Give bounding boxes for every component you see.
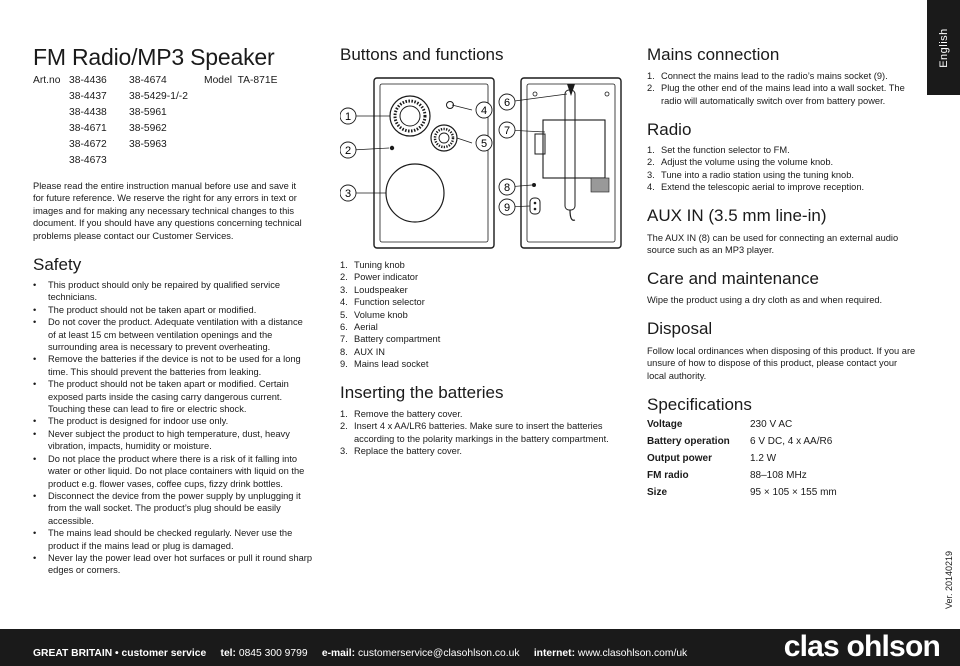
footer-email-label: e-mail: <box>321 648 356 659</box>
specs-table <box>647 416 917 501</box>
spec-value: 1.2 W <box>750 453 777 464</box>
page-title: FM Radio/MP3 Speaker <box>33 44 275 70</box>
footer-service: customer service <box>121 648 207 659</box>
list-item: • Do not cover the product. Adequate ventilation with a distance of at least 15 cm between ventilation openings and the surrounding area is necessary to prevent overheating. <box>33 316 313 353</box>
list-item: 3. Replace the battery cover. <box>340 446 463 457</box>
list-item: • Disconnect the device from the power supply by unplugging it from the wall socket. The product’s plug should be easily accessible. <box>33 490 313 527</box>
aux-text: The AUX IN (8) can be used for connecting an external audio source such as an MP3 player. <box>647 233 899 256</box>
disposal-heading: Disposal <box>647 319 713 338</box>
spec-row <box>647 416 917 433</box>
article-number: 38-4672 <box>69 139 107 150</box>
list-item: 6. Aerial <box>340 322 378 333</box>
spec-row <box>647 433 917 450</box>
radio-heading: Radio <box>647 120 692 139</box>
list-item: 3. Loudspeaker <box>340 284 408 295</box>
article-list-2 <box>129 73 209 153</box>
list-item: • Remove the batteries if the device is not to be used for a long time. This should prevent the batteries from leaking. <box>33 353 313 378</box>
svg-text:9: 9 <box>503 202 511 214</box>
care-text: Wipe the product using a dry cloth as and when required. <box>647 295 883 305</box>
article-number: 38-4671 <box>69 123 107 134</box>
list-item: • The product is designed for indoor use only. <box>33 415 313 427</box>
list-item: 1. Set the function selector to FM. <box>647 145 790 155</box>
spec-value: 95 × 105 × 155 mm <box>750 487 837 498</box>
svg-text:5: 5 <box>480 138 488 150</box>
footer-bullet: • <box>115 648 122 659</box>
article-number: 38-5429-1/-2 <box>129 91 188 102</box>
svg-text:3: 3 <box>344 188 352 200</box>
list-item: 4. Function selector <box>340 297 425 308</box>
spec-label: FM radio <box>647 470 689 481</box>
footer-bar <box>0 629 960 666</box>
list-item: 8. AUX IN <box>340 346 385 357</box>
list-item: • This product should only be repaired by qualified service technicians. <box>33 279 313 304</box>
spec-row <box>647 450 917 467</box>
language-label: English <box>937 27 950 68</box>
model-number: Model TA-871E <box>204 75 278 86</box>
mains-list <box>647 70 917 107</box>
spec-label: Voltage <box>647 419 683 430</box>
spec-row <box>647 467 917 484</box>
list-item: • The mains lead should be checked regularly. Never use the product if the mains lead or plug is damaged. <box>33 527 313 552</box>
spec-label: Size <box>647 487 668 498</box>
svg-text:7: 7 <box>503 125 511 137</box>
language-tab <box>927 0 960 95</box>
article-number: 38-5963 <box>129 139 167 150</box>
article-number: 38-5961 <box>129 107 167 118</box>
list-item: 2. Plug the other end of the mains lead into a wall socket. The radio will automatically switch over from battery power. <box>647 83 905 106</box>
buttons-heading: Buttons and functions <box>340 45 504 64</box>
intro-text: Please read the entire instruction manual before use and save it for future reference. We reserve the right for any errors in text or images and for making any necessary technical changes to this document. If you should have any questions concerning technical problems please contact our Customer Services. <box>33 181 302 241</box>
safety-heading: Safety <box>33 255 82 274</box>
product-back-diagram <box>495 72 625 252</box>
article-number: 38-5962 <box>129 123 167 134</box>
spec-value: 6 V DC, 4 x AA/R6 <box>750 436 833 447</box>
callout-4 <box>476 102 492 118</box>
batteries-list <box>340 408 622 458</box>
list-item: 1. Tuning knob <box>340 260 405 270</box>
article-number: 38-4673 <box>69 155 107 166</box>
list-item: 1. Remove the battery cover. <box>340 409 463 419</box>
footer-tel: 0845 300 9799 <box>238 648 308 659</box>
svg-text:8: 8 <box>503 182 511 194</box>
article-number: 38-4437 <box>69 91 107 102</box>
spec-label: Battery operation <box>647 436 730 447</box>
svg-text:6: 6 <box>503 97 511 109</box>
list-item: 2. Power indicator <box>340 272 419 283</box>
article-label: Art.no <box>33 75 61 86</box>
spec-value: 230 V AC <box>750 419 793 430</box>
footer-email-link[interactable]: customerservice@clasohlson.co.uk <box>357 648 520 659</box>
mains-heading: Mains connection <box>647 45 780 64</box>
article-number: 38-4674 <box>129 75 167 86</box>
care-heading: Care and maintenance <box>647 269 820 288</box>
list-item: 7. Battery compartment <box>340 334 441 345</box>
footer-contact <box>33 648 687 659</box>
callout-6 <box>499 94 515 110</box>
list-item: 5. Volume knob <box>340 309 408 320</box>
list-item: 1. Connect the mains lead to the radio’s mains socket (9). <box>647 71 888 81</box>
parts-list <box>340 259 620 371</box>
spec-label: Output power <box>647 453 712 464</box>
batteries-heading: Inserting the batteries <box>340 383 504 402</box>
footer-tel-label: tel: <box>220 648 236 659</box>
aux-in-icon <box>532 183 536 187</box>
spec-value: 88–108 MHz <box>750 470 807 481</box>
safety-list <box>33 279 313 577</box>
article-number: 38-4436 <box>69 75 107 86</box>
disposal-text: Follow local ordinances when disposing of this product. If you are unsure of how to dispose of this product, please contact your local authority. <box>647 346 916 381</box>
article-list-1 <box>69 73 129 169</box>
svg-text:4: 4 <box>480 105 488 117</box>
callout-3 <box>340 185 356 201</box>
brand-logo: clas ohlson <box>783 630 940 663</box>
list-item: 4. Extend the telescopic aerial to improve reception. <box>647 182 865 193</box>
footer-country: GREAT BRITAIN <box>33 648 113 659</box>
list-item: • The product should not be taken apart or modified. <box>33 304 313 316</box>
list-item: • Never subject the product to high temperature, dust, heavy vibration, impacts, humidity or moisture. <box>33 428 313 453</box>
footer-internet-link[interactable]: www.clasohlson.com/uk <box>577 648 688 659</box>
svg-text:2: 2 <box>344 145 352 157</box>
aux-heading: AUX IN (3.5 mm line-in) <box>647 206 827 225</box>
svg-text:1: 1 <box>344 111 352 123</box>
callout-1 <box>340 108 356 124</box>
radio-list <box>647 144 917 194</box>
list-item: 3. Tune into a radio station using the tuning knob. <box>647 169 854 180</box>
list-item: 2. Adjust the volume using the volume knob. <box>647 157 834 168</box>
spec-row <box>647 484 917 501</box>
version-marker <box>942 545 956 615</box>
list-item: • The product should not be taken apart or modified. Certain exposed parts inside the casing carry dangerous current. Touching these can lead to fire or electric shock. <box>33 378 313 415</box>
callout-7 <box>499 122 515 138</box>
callout-5 <box>476 135 492 151</box>
callout-8 <box>499 179 515 195</box>
power-indicator-icon <box>390 146 394 150</box>
callout-2 <box>340 142 356 158</box>
version-label: Ver. 20140219 <box>944 550 954 610</box>
list-item: • Never lay the power lead over hot surfaces or pull it round sharp edges or corners. <box>33 552 313 577</box>
list-item: 2. Insert 4 x AA/LR6 batteries. Make sure to insert the batteries according to the polarity markings in the battery compartment. <box>340 421 609 444</box>
footer-internet-label: internet: <box>533 648 576 659</box>
article-number: 38-4438 <box>69 107 107 118</box>
callout-9 <box>499 199 515 215</box>
list-item: 9. Mains lead socket <box>340 359 429 370</box>
specs-heading: Specifications <box>647 395 752 414</box>
list-item: • Do not place the product where there is a risk of it falling into water or other liquid. Do not place containers with liquid on the product e.g. flower vases, coffee cups, fizzy drink bottles. <box>33 453 313 490</box>
